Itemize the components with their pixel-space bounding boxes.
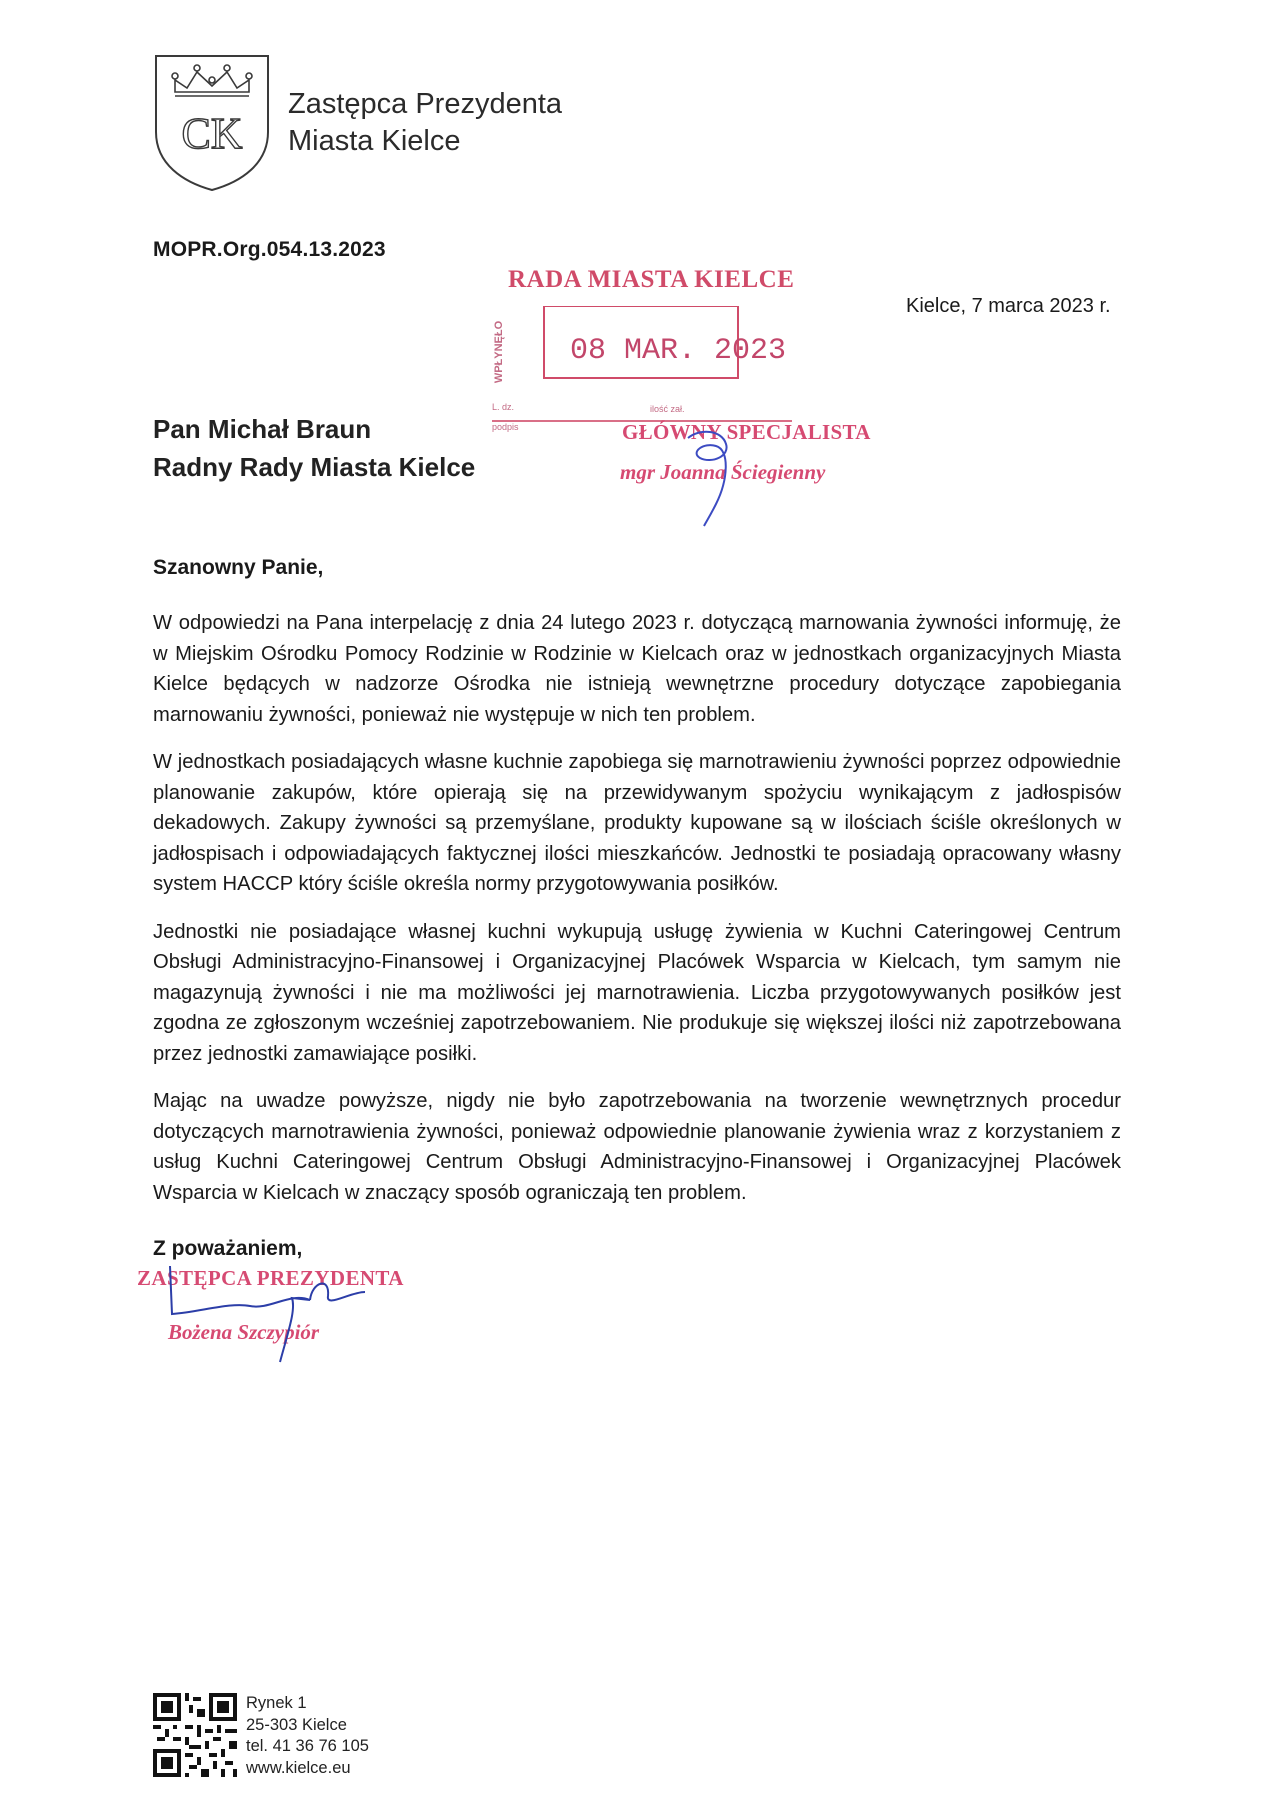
- specialist-name: mgr Joanna Ściegienny: [620, 460, 826, 484]
- body-paragraph-4: Mając na uwadze powyższe, nigdy nie było zapotrzebowania na tworzenie wewnętrznych procedur dotyczących marnotrawienia żywności, ponieważ odpowiednie planowanie żywienia wraz z korzystaniem z usług Kuchni Cateringowej Centrum Obsługi Administracyjno-Finansowej i Organizacyjnej Placówek Wsparcia w Kielcach w znaczący sposób ograniczają ten problem.: [153, 1090, 1121, 1204]
- footer-website-link[interactable]: www.kielce.eu: [246, 1758, 351, 1777]
- svg-text:CK: CK: [181, 109, 243, 158]
- footer-address-line2: 25-303 Kielce: [246, 1715, 347, 1734]
- document-date: Kielce, 7 marca 2023 r.: [906, 295, 1111, 317]
- stamp-side-label: [492, 306, 518, 402]
- specialist-title: GŁÓWNY SPECJALISTA: [622, 420, 871, 444]
- stamp-small-mid: ilość zał.: [650, 404, 685, 414]
- city-crest-icon: [153, 52, 271, 192]
- header-title-line1: Zastępca Prezydenta: [288, 88, 563, 120]
- footer-address-line1: Rynek 1: [246, 1694, 307, 1712]
- footer-contact: [246, 1693, 369, 1779]
- addressee-role: Radny Rady Miasta Kielce: [153, 452, 476, 482]
- stamp-side-text: WPŁYNĘŁO: [493, 320, 506, 384]
- greeting: Szanowny Panie,: [153, 556, 324, 579]
- signatory-stamp-title: ZASTĘPCA PREZYDENTA: [137, 1266, 404, 1290]
- specialist-signature-icon: [660, 420, 770, 530]
- signatory-name: Bożena Szczypiór: [168, 1320, 320, 1344]
- header-title-line2: Miasta Kielce: [288, 125, 461, 157]
- stamp-small-left: L. dz.: [492, 402, 515, 412]
- addressee-name: Pan Michał Braun: [153, 414, 372, 444]
- body-paragraph-2: W jednostkach posiadających własne kuchnie zapobiega się marnotrawieniu żywności poprzez odpowiednie planowanie zakupów, które opierają się na przewidywanym spożyciu wynikającym z jadłospisów dekadowych. Zakupy żywności są przemyślane, produkty kupowane są w ilościach ściśle określonych w jadłospisach i odpowiadających faktycznej ilości mieszkańców. Jednostki te posiadają opracowany własny system HACCP który ściśle określa normy przygotowywania posiłków.: [153, 751, 1121, 895]
- letter-body: [153, 608, 1121, 1225]
- stamp-received-date: 08 MAR. 2023: [570, 334, 787, 368]
- qr-code-icon: [153, 1693, 237, 1777]
- closing: Z poważaniem,: [153, 1237, 303, 1260]
- body-paragraph-3: Jednostki nie posiadające własnej kuchni wykupują usługę żywienia w Kuchni Cateringowej Centrum Obsługi Administracyjno-Finansowej i Organizacyjnej Placówek Wsparcia w Kielcach, tym samym nie magazynują żywności i nie ma możliwości jej marnotrawienia. Liczba przygotowywanych posiłków jest zgodna ze zgłoszonym wcześniej zapotrzebowaniem. Nie produkuje się większej ilości niż zapotrzebowana przez jednostki zamawiające posiłki.: [153, 920, 1121, 1065]
- footer-phone: tel. 41 36 76 105: [246, 1737, 369, 1755]
- signatory-signature-icon: [160, 1262, 390, 1367]
- document-reference: MOPR.Org.054.13.2023: [153, 238, 386, 261]
- body-paragraph-1: W odpowiedzi na Pana interpelację z dnia 24 lutego 2023 r. dotyczącą marnowania żywności informuję, że w Miejskim Ośrodku Pomocy Rodzinie w Rodzinie w Kielcach oraz w jednostkach organizacyjnych Miasta Kielce będących w nadzorze Ośrodka nie istnieją wewnętrzne procedury dotyczące zapobiegania marnowaniu żywności, ponieważ nie występuje w nich ten problem.: [153, 612, 1121, 726]
- stamp-small-bottom: podpis: [492, 422, 519, 432]
- stamp-title: RADA MIASTA KIELCE: [508, 266, 795, 293]
- addressee-block: [153, 410, 475, 486]
- header-title: [288, 86, 562, 160]
- received-stamp: [492, 262, 802, 442]
